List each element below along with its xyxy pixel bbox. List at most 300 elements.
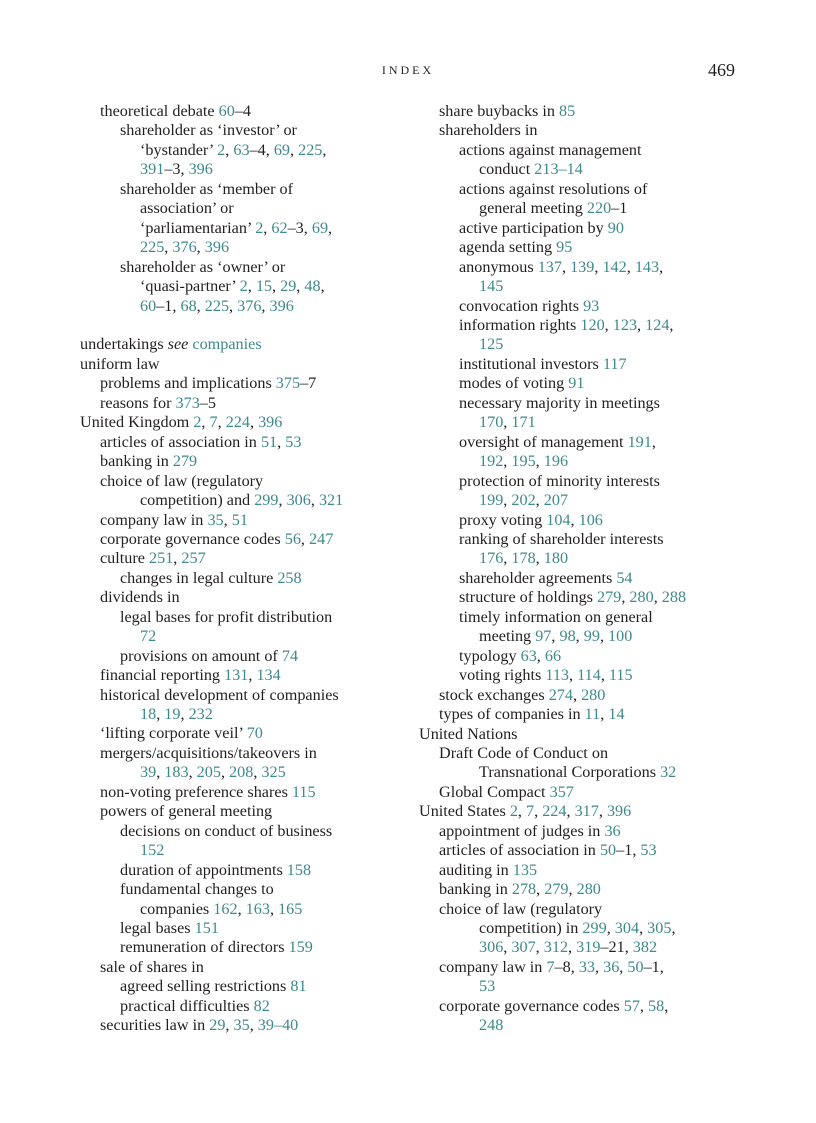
index-subentry xyxy=(80,841,420,860)
page-reference[interactable]: 51 xyxy=(231,510,248,529)
entry-text: financial reporting xyxy=(100,666,225,685)
page-reference[interactable]: 317 xyxy=(574,802,599,821)
entry-text: oversight of management xyxy=(459,432,628,451)
entry-text: undertakings xyxy=(80,335,168,354)
entry-text: , xyxy=(535,491,544,510)
page-reference[interactable]: 278 xyxy=(511,880,537,899)
entry-text: , xyxy=(561,257,571,276)
page-reference[interactable]: 299 xyxy=(582,919,607,938)
page-reference[interactable]: 18 xyxy=(140,705,157,724)
page-reference[interactable]: 391 xyxy=(140,160,165,179)
entry-text: , xyxy=(598,802,607,821)
page-reference[interactable]: 274 xyxy=(548,685,573,704)
entry-text: historical development of companies xyxy=(100,685,339,704)
page-reference[interactable]: 171 xyxy=(511,413,536,432)
entry-text: shareholders in xyxy=(439,121,538,140)
page-reference[interactable]: 396 xyxy=(204,238,230,257)
entry-text: , xyxy=(156,705,165,724)
page-reference[interactable]: 199 xyxy=(479,491,504,510)
page-reference[interactable]: 32 xyxy=(660,763,677,782)
entry-text: , xyxy=(600,666,609,685)
entry-text: , xyxy=(188,763,197,782)
index-subentry xyxy=(80,802,420,821)
page-reference[interactable]: 56 xyxy=(284,529,301,548)
page-reference[interactable]: 299 xyxy=(254,491,279,510)
entry-text: , xyxy=(164,238,173,257)
page-reference[interactable]: 120 xyxy=(580,315,605,334)
index-subentry xyxy=(80,297,420,316)
page-reference[interactable]: 115 xyxy=(291,782,316,801)
entry-text: share buybacks in xyxy=(439,102,560,120)
entry-text: , xyxy=(225,1016,234,1035)
index-subentry xyxy=(419,938,759,957)
page-reference[interactable]: 90 xyxy=(607,218,624,237)
page-reference[interactable]: 139 xyxy=(570,257,595,276)
page-reference[interactable]: 114 xyxy=(577,666,601,685)
entry-text: protection of minority interests xyxy=(459,471,660,490)
page-reference[interactable]: 2 xyxy=(239,277,248,296)
page-reference[interactable]: 196 xyxy=(543,452,569,471)
entry-text: , xyxy=(503,452,512,471)
entry-text: shareholder as ‘investor’ or xyxy=(120,121,297,140)
page-reference[interactable]: 180 xyxy=(543,549,569,568)
page-reference[interactable]: 232 xyxy=(188,705,213,724)
index-subentry xyxy=(80,452,420,471)
entry-text: ‘bystander’ xyxy=(140,140,218,159)
entry-text: , xyxy=(263,218,272,237)
entry-text: , xyxy=(653,588,662,607)
index-subentry xyxy=(80,666,420,685)
page-reference[interactable]: 325 xyxy=(261,763,286,782)
page-reference[interactable]: 152 xyxy=(140,841,165,860)
entry-text: –3, xyxy=(287,218,312,237)
page-reference[interactable]: 202 xyxy=(511,491,536,510)
entry-text: , xyxy=(599,627,609,646)
page-reference[interactable]: 247 xyxy=(309,529,334,548)
entry-text: changes in legal culture xyxy=(120,568,278,587)
page-reference[interactable]: 135 xyxy=(512,860,538,879)
entry-text: duration of appointments xyxy=(120,860,287,879)
entry-text: , xyxy=(536,880,545,899)
entry-text: , xyxy=(201,413,210,432)
entry-text: banking in xyxy=(100,452,173,471)
index-heading xyxy=(419,725,759,744)
page-reference[interactable]: 165 xyxy=(278,899,303,918)
page-reference[interactable]: 19 xyxy=(164,705,181,724)
index-subentry xyxy=(419,335,759,354)
page-reference[interactable]: 69 xyxy=(273,140,291,159)
page-reference[interactable]: 396 xyxy=(258,413,283,432)
page-reference[interactable]: 72 xyxy=(140,627,157,646)
entry-text: , xyxy=(651,432,656,451)
page-reference[interactable]: 99 xyxy=(583,627,600,646)
page-reference[interactable]: 82 xyxy=(253,996,270,1015)
page-reference[interactable]: 375 xyxy=(275,374,301,393)
index-heading xyxy=(419,802,759,821)
page-reference[interactable]: 280 xyxy=(629,588,654,607)
index-subentry xyxy=(419,258,759,277)
index-subentry xyxy=(419,374,759,393)
entry-text: ‘lifting corporate veil’ xyxy=(100,724,247,743)
page-reference[interactable]: –14 xyxy=(558,160,583,179)
entry-text: companies xyxy=(140,899,214,918)
entry-text: , xyxy=(503,413,512,432)
page-reference[interactable]: 279 xyxy=(544,880,569,899)
index-subentry xyxy=(80,102,420,121)
page-reference[interactable]: 280 xyxy=(581,685,606,704)
page-reference[interactable]: 58 xyxy=(648,996,665,1015)
entry-text: , xyxy=(220,763,230,782)
page-reference[interactable]: 97 xyxy=(535,627,552,646)
page-reference[interactable]: 208 xyxy=(229,763,254,782)
page-reference[interactable]: 68 xyxy=(180,296,197,315)
entry-text: types of companies in xyxy=(439,705,585,724)
page-reference[interactable]: 176 xyxy=(479,549,504,568)
page-reference[interactable]: 66 xyxy=(544,646,562,665)
entry-text: choice of law (regulatory xyxy=(439,899,603,918)
page-reference[interactable]: 145 xyxy=(479,277,504,296)
entry-text: –3, xyxy=(164,160,189,179)
entry-text: corporate governance codes xyxy=(439,996,624,1015)
page-reference[interactable]: 306 xyxy=(479,938,504,957)
page-reference[interactable]: 33 xyxy=(578,957,596,976)
entry-text: , xyxy=(248,666,257,685)
index-subentry xyxy=(419,297,759,316)
page-reference[interactable]: 257 xyxy=(181,549,206,568)
index-subentry xyxy=(80,724,420,743)
entry-text: reasons for xyxy=(100,393,176,412)
entry-text: , xyxy=(278,491,287,510)
entry-text: remuneration of directors xyxy=(120,938,289,957)
page-reference[interactable]: 51 xyxy=(260,432,278,451)
entry-text: , xyxy=(572,685,582,704)
entry-text: , xyxy=(621,588,630,607)
page-reference[interactable]: 248 xyxy=(479,1016,504,1035)
entry-text: legal bases xyxy=(120,919,195,938)
page-reference[interactable]: 11 xyxy=(584,705,601,724)
page-reference[interactable]: 2 xyxy=(193,413,202,432)
entry-text: Transnational Corporations xyxy=(479,763,661,782)
page-reference[interactable]: 205 xyxy=(196,763,221,782)
page-reference[interactable]: 85 xyxy=(559,102,576,120)
index-subentry xyxy=(80,938,420,957)
page-reference[interactable]: 98 xyxy=(559,627,576,646)
see-reference: see xyxy=(167,335,189,354)
entry-text: –21, xyxy=(600,938,633,957)
page-reference[interactable]: 50 xyxy=(627,957,644,976)
page-reference[interactable]: 2 xyxy=(255,218,264,237)
page-reference[interactable]: 7 xyxy=(546,957,555,976)
page-reference[interactable]: 14 xyxy=(608,705,625,724)
running-header-title: INDEX xyxy=(381,63,435,77)
index-subentry xyxy=(419,763,759,782)
page-reference[interactable]: 100 xyxy=(608,627,633,646)
page-reference[interactable]: 15 xyxy=(255,277,272,296)
page-reference[interactable]: 104 xyxy=(546,510,571,529)
index-subentry xyxy=(419,413,759,432)
entry-text: , xyxy=(671,919,676,938)
entry-text: –8, xyxy=(554,957,579,976)
page-reference[interactable]: 60 xyxy=(218,102,235,120)
entry-text: theoretical debate xyxy=(100,102,219,120)
page-reference[interactable]: 304 xyxy=(614,919,640,938)
page-reference[interactable]: 74 xyxy=(281,646,299,665)
entry-text: competition) in xyxy=(479,919,583,938)
entry-text: United States xyxy=(419,802,510,821)
entry-text: , xyxy=(606,919,615,938)
page-reference[interactable]: 69 xyxy=(311,218,329,237)
page-reference[interactable]: 7 xyxy=(526,802,535,821)
page-reference[interactable]: 213 xyxy=(534,160,559,179)
page-reference[interactable]: 39 xyxy=(140,763,157,782)
entry-text: decisions on conduct of business xyxy=(120,821,333,840)
page-reference[interactable]: 53 xyxy=(640,841,657,860)
page-reference[interactable]: 307 xyxy=(511,938,536,957)
entry-text: , xyxy=(196,296,205,315)
page-reference[interactable]: 36 xyxy=(603,957,620,976)
index-subentry xyxy=(80,997,420,1016)
entry-text: , xyxy=(156,763,165,782)
entry-text: shareholder as ‘member of xyxy=(120,179,294,198)
index-subentry xyxy=(80,569,420,588)
page-reference[interactable]: 220 xyxy=(586,199,612,218)
page-reference[interactable]: 191 xyxy=(627,432,652,451)
entry-text: company law in xyxy=(439,957,547,976)
page-reference[interactable]: 70 xyxy=(246,724,263,743)
page-reference[interactable]: 151 xyxy=(194,919,219,938)
page-reference[interactable]: 137 xyxy=(537,257,562,276)
page-reference[interactable]: 95 xyxy=(556,238,573,257)
index-subentry xyxy=(80,530,420,549)
index-subentry xyxy=(80,744,420,763)
page-reference[interactable]: 62 xyxy=(271,218,288,237)
page-reference[interactable]: 376 xyxy=(237,296,262,315)
page-reference[interactable]: 113 xyxy=(545,666,570,685)
page-reference[interactable]: 280 xyxy=(576,880,601,899)
page-reference[interactable]: 162 xyxy=(213,899,238,918)
page-reference[interactable]: 396 xyxy=(269,296,294,315)
entry-text: conduct xyxy=(479,160,535,179)
page-reference[interactable]: 60 xyxy=(140,296,157,315)
page-reference[interactable]: 48 xyxy=(304,277,321,296)
entry-text: actions against resolutions of xyxy=(459,179,648,198)
entry-text: –1, xyxy=(643,957,664,976)
index-heading xyxy=(80,413,420,432)
page-reference[interactable]: 305 xyxy=(647,919,672,938)
index-subentry xyxy=(80,977,420,996)
page-reference[interactable]: 170 xyxy=(479,413,504,432)
entry-text: powers of general meeting xyxy=(100,802,273,821)
index-subentry xyxy=(80,1016,420,1035)
page-reference[interactable]: –40 xyxy=(273,1016,299,1035)
page-reference[interactable]: 36 xyxy=(604,821,621,840)
page-reference[interactable]: 306 xyxy=(286,491,311,510)
entry-text: securities law in xyxy=(100,1016,210,1035)
index-subentry xyxy=(80,121,420,140)
page-reference[interactable]: 224 xyxy=(542,802,567,821)
page-reference[interactable]: 131 xyxy=(224,666,249,685)
index-subentry xyxy=(80,763,420,782)
page-reference[interactable]: 159 xyxy=(288,938,313,957)
index-subentry xyxy=(419,686,759,705)
index-subentry xyxy=(419,647,759,666)
page-reference[interactable]: 123 xyxy=(612,315,638,334)
page-reference[interactable]: 376 xyxy=(172,238,197,257)
page-reference[interactable]: 29 xyxy=(280,277,297,296)
entry-text: , xyxy=(619,957,628,976)
index-subentry xyxy=(419,549,759,568)
page-reference[interactable]: 258 xyxy=(277,568,302,587)
index-subentry xyxy=(419,394,759,413)
index-subentry xyxy=(419,452,759,471)
entry-text: fundamental changes to xyxy=(120,880,274,899)
page-reference[interactable]: 125 xyxy=(479,335,504,354)
page-reference[interactable]: 195 xyxy=(511,452,536,471)
entry-text: dividends in xyxy=(100,588,180,607)
page-reference[interactable]: 53 xyxy=(479,977,496,996)
index-subentry xyxy=(419,180,759,199)
page-reference[interactable]: 207 xyxy=(543,491,569,510)
page-reference[interactable]: 115 xyxy=(608,666,633,685)
page-reference[interactable]: 134 xyxy=(256,666,281,685)
page-reference[interactable]: 50 xyxy=(599,841,617,860)
page-reference[interactable]: 225 xyxy=(298,140,323,159)
index-subentry xyxy=(80,472,420,491)
entry-text: , xyxy=(659,257,664,276)
entry-text: , xyxy=(277,432,286,451)
entry-text: company law in xyxy=(100,510,208,529)
index-subentry xyxy=(419,958,759,977)
index-subentry xyxy=(419,705,759,724)
page-reference[interactable]: 382 xyxy=(632,938,658,957)
page-reference[interactable]: 7 xyxy=(209,413,218,432)
index-subentry xyxy=(80,491,420,510)
page-reference[interactable]: 93 xyxy=(583,296,600,315)
page-reference[interactable]: 158 xyxy=(286,860,312,879)
index-subentry xyxy=(419,491,759,510)
index-subentry xyxy=(419,472,759,491)
entry-text: , xyxy=(503,938,512,957)
index-subentry xyxy=(419,841,759,860)
page-reference[interactable]: 63 xyxy=(520,646,537,665)
page-reference[interactable]: 106 xyxy=(578,510,603,529)
page-reference[interactable]: 91 xyxy=(568,374,585,393)
page-reference[interactable]: 29 xyxy=(209,1016,226,1035)
page-reference[interactable]: 396 xyxy=(188,160,213,179)
page-reference[interactable]: 35 xyxy=(233,1016,250,1035)
page-reference[interactable]: 192 xyxy=(479,452,504,471)
page-reference[interactable]: companies xyxy=(192,335,262,354)
index-subentry xyxy=(80,199,420,218)
entry-text: ranking of shareholder interests xyxy=(459,529,664,548)
index-subentry xyxy=(80,822,420,841)
page-reference[interactable]: 53 xyxy=(285,432,302,451)
page-reference[interactable]: 183 xyxy=(164,763,189,782)
entry-text: , xyxy=(249,1016,258,1035)
page-reference[interactable]: 63 xyxy=(233,140,250,159)
entry-text: , xyxy=(534,802,543,821)
page-reference[interactable]: 225 xyxy=(140,238,165,257)
page-reference[interactable]: 39 xyxy=(257,1016,274,1035)
page-reference[interactable]: 57 xyxy=(623,996,640,1015)
page-reference[interactable]: 279 xyxy=(597,588,622,607)
page-reference[interactable]: 2 xyxy=(217,140,226,159)
page-reference[interactable]: 279 xyxy=(172,452,198,471)
page-reference[interactable]: 142 xyxy=(602,257,627,276)
entry-text: structure of holdings xyxy=(459,588,598,607)
page-reference[interactable]: 124 xyxy=(645,315,670,334)
page-reference[interactable]: 373 xyxy=(175,393,200,412)
page-reference[interactable]: 224 xyxy=(225,413,250,432)
index-subentry xyxy=(80,958,420,977)
entry-text: –5 xyxy=(199,393,216,412)
entry-text: , xyxy=(535,938,544,957)
entry-text: , xyxy=(310,491,319,510)
entry-text: , xyxy=(237,899,246,918)
page-reference[interactable]: 35 xyxy=(207,510,224,529)
entry-text: , xyxy=(328,218,333,237)
page-reference[interactable]: 312 xyxy=(543,938,569,957)
page-reference[interactable]: 81 xyxy=(290,977,307,996)
entry-text: association’ or xyxy=(140,199,234,218)
page-reference[interactable]: 396 xyxy=(606,802,632,821)
entry-text: –4, xyxy=(249,140,274,159)
index-subentry xyxy=(80,919,420,938)
entry-text: , xyxy=(569,666,578,685)
page-reference[interactable]: 54 xyxy=(616,568,633,587)
entry-text: , xyxy=(669,315,674,334)
page-reference[interactable]: 288 xyxy=(661,588,687,607)
index-subentry xyxy=(80,686,420,705)
entry-text: proxy voting xyxy=(459,510,547,529)
page-reference[interactable]: 225 xyxy=(204,296,230,315)
page-reference[interactable]: 251 xyxy=(149,549,174,568)
index-subentry xyxy=(80,627,420,646)
entry-text: , xyxy=(639,996,648,1015)
page-reference[interactable]: 2 xyxy=(509,802,518,821)
page-reference[interactable]: 357 xyxy=(549,782,574,801)
index-subentry xyxy=(80,705,420,724)
index-subentry xyxy=(80,141,420,160)
entry-text: appointment of judges in xyxy=(439,821,605,840)
page-reference[interactable]: 143 xyxy=(634,257,660,276)
entry-text: –1, xyxy=(616,841,641,860)
entry-text: , xyxy=(261,296,270,315)
index-subentry xyxy=(419,627,759,646)
page-reference[interactable]: 321 xyxy=(318,491,344,510)
page-reference[interactable]: 117 xyxy=(602,354,627,373)
entry-text: legal bases for profit distribution xyxy=(120,607,333,626)
entry-text: , xyxy=(551,627,560,646)
page-reference[interactable]: 178 xyxy=(511,549,536,568)
entry-text: non-voting preference shares xyxy=(100,782,292,801)
page-reference[interactable]: 319 xyxy=(576,938,601,957)
index-subentry xyxy=(419,530,759,549)
index-subentry xyxy=(419,141,759,160)
index-subentry xyxy=(80,394,420,413)
index-subentry xyxy=(419,861,759,880)
entry-text: , xyxy=(196,238,205,257)
entry-text: , xyxy=(253,763,262,782)
entry-text: problems and implications xyxy=(100,374,276,393)
entry-text: typology xyxy=(459,646,521,665)
page-reference[interactable]: 163 xyxy=(245,899,270,918)
index-subentry xyxy=(419,569,759,588)
index-subentry xyxy=(419,608,759,627)
index-subentry xyxy=(419,102,759,121)
entry-text: provisions on amount of xyxy=(120,646,282,665)
index-subentry xyxy=(419,919,759,938)
